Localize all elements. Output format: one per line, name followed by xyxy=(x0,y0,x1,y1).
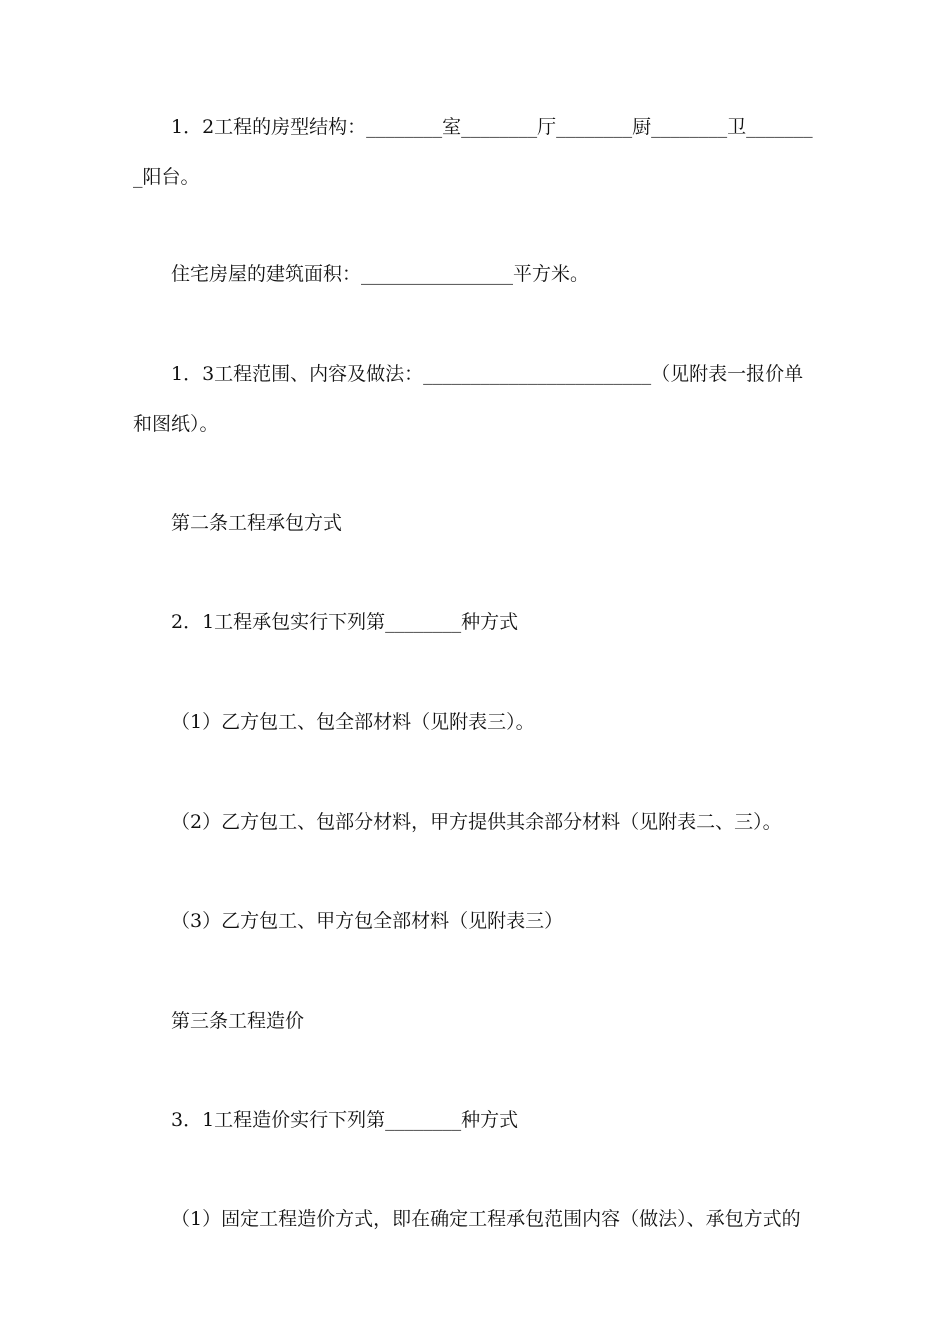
option-3-1-1: （1）固定工程造价方式，即在确定工程承包范围内容（做法）、承包方式的 xyxy=(171,1208,801,1230)
article-2-heading: 第二条工程承包方式 xyxy=(171,512,343,534)
clause-1-3-scope: 1．3工程范围、内容及做法：________________________（见附表一报价单 xyxy=(171,363,804,385)
option-2-1-2: （2）乙方包工、包部分材料，甲方提供其余部分材料（见附表二、三）。 xyxy=(171,811,782,833)
option-2-1-1: （1）乙方包工、包全部材料（见附表三）。 xyxy=(171,711,535,733)
clause-1-3-continuation: 和图纸）。 xyxy=(133,413,219,435)
article-3-heading: 第三条工程造价 xyxy=(171,1010,305,1032)
option-2-1-3: （3）乙方包工、甲方包全部材料（见附表三） xyxy=(171,910,564,932)
clause-1-2-house-structure: 1．2工程的房型结构：________室________厅________厨________卫_______ xyxy=(171,116,813,138)
clause-3-1: 3．1工程造价实行下列第________种方式 xyxy=(171,1109,519,1131)
clause-1-2-balcony-continuation: _阳台。 xyxy=(133,166,200,188)
clause-2-1: 2．1工程承包实行下列第________种方式 xyxy=(171,611,519,633)
building-area-line: 住宅房屋的建筑面积：________________平方米。 xyxy=(171,263,590,285)
